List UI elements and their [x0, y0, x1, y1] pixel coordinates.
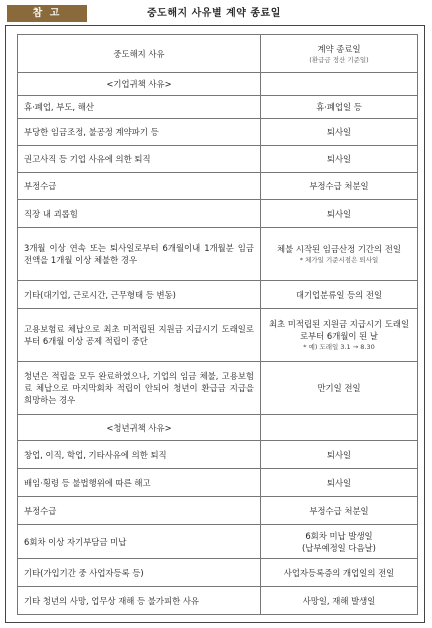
section-title-company: <기업귀책 사유>	[18, 73, 261, 96]
reason-cell: 3개월 이상 연속 또는 퇴사일로부터 6개월이내 1개월분 임금 전액을 1개월 이상 체불한 경우	[18, 228, 261, 281]
reason-cell: 기타(가입기간 중 사업자등록 등)	[18, 559, 261, 587]
end-date-note: * 체가일 기준시점은 퇴사일	[299, 255, 379, 264]
end-date-cell: 퇴사일	[261, 200, 418, 228]
table-row	[18, 441, 418, 469]
end-date-note: * 예) 도래일 3.1 → 8.30	[303, 342, 375, 351]
column-header-end-date-note: (환급금 정산 기준일)	[309, 55, 369, 64]
table-row	[18, 146, 418, 173]
end-date-cell: 퇴사일	[261, 119, 418, 146]
end-date-cell	[261, 525, 418, 559]
reason-cell: 배임·횡령 등 불법행위에 따른 해고	[18, 469, 261, 497]
column-header-reason: 중도해지 사유	[18, 35, 261, 73]
reason-cell: 6회차 이상 자기부담금 미납	[18, 525, 261, 559]
end-date-cell	[261, 309, 418, 362]
reason-cell: 휴·폐업, 부도, 해산	[18, 96, 261, 119]
table-row	[18, 309, 418, 362]
section-empty-cell	[261, 415, 418, 441]
end-date-text: 6회차 미납 발생일	[305, 530, 373, 541]
reason-cell: 권고사직 등 기업 사유에 의한 퇴직	[18, 146, 261, 173]
end-date-cell: 퇴사일	[261, 469, 418, 497]
reason-cell: 고용보험료 체납으로 최초 미적립된 지원금 지급시기 도래일로부터 6개월 이상 공제 적립이 중단	[18, 309, 261, 362]
table-row	[18, 281, 418, 309]
end-date-cell: 사망일, 재해 발생일	[261, 587, 418, 615]
table-row	[18, 559, 418, 587]
end-date-cell	[261, 228, 418, 281]
section-title-youth: <청년귀책 사유>	[18, 415, 261, 441]
end-date-cell: 부정수급 처분일	[261, 497, 418, 525]
end-date-cell: 사업자등록증의 개업일의 전일	[261, 559, 418, 587]
end-date-text-line2: (납부예정일 다음날)	[302, 542, 376, 553]
document-header	[7, 5, 425, 23]
table-row	[18, 587, 418, 615]
reason-cell: 기타 청년의 사망, 업무상 재해 등 불가피한 사유	[18, 587, 261, 615]
table-row	[18, 173, 418, 200]
table-row	[18, 119, 418, 146]
end-date-cell: 대기업분류일 등의 전일	[261, 281, 418, 309]
end-date-cell: 퇴사일	[261, 441, 418, 469]
termination-table	[17, 34, 418, 615]
reason-cell: 기타(대기업, 근로시간, 근무형태 등 변동)	[18, 281, 261, 309]
table-row	[18, 96, 418, 119]
reason-cell: 부당한 임금조정, 불공정 계약파기 등	[18, 119, 261, 146]
reason-cell: 창업, 이직, 학업, 기타사유에 의한 퇴직	[18, 441, 261, 469]
table-row	[18, 497, 418, 525]
end-date-text: 체불 시작된 임금산정 기간의 전일	[277, 243, 401, 254]
end-date-cell: 휴·폐업일 등	[261, 96, 418, 119]
section-empty-cell	[261, 73, 418, 96]
document-title: 중도해지 사유별 계약 종료일	[147, 8, 281, 19]
end-date-cell: 만기일 전일	[261, 362, 418, 415]
end-date-text: 최초 미적립된 지원금 지급시기 도래일로부터 6개월이 된 날	[268, 318, 410, 341]
table-row	[18, 469, 418, 497]
column-header-end-date-label: 계약 종료일	[317, 43, 361, 54]
reason-cell: 청년은 적립을 모두 완료하였으나, 기업의 임금 체불, 고용보험료 체납으로 마지막회차 적립이 안되어 청년이 환급금 지급을 희망하는 경우	[18, 362, 261, 415]
table-row	[18, 525, 418, 559]
end-date-cell: 퇴사일	[261, 146, 418, 173]
table-header-row	[18, 35, 418, 73]
reason-cell: 부정수급	[18, 497, 261, 525]
section-row	[18, 73, 418, 96]
table-row	[18, 228, 418, 281]
table-row	[18, 362, 418, 415]
reason-cell: 직장 내 괴롭힘	[18, 200, 261, 228]
section-row	[18, 415, 418, 441]
table-row	[18, 200, 418, 228]
end-date-cell: 부정수급 처분일	[261, 173, 418, 200]
reason-cell: 부정수급	[18, 173, 261, 200]
reference-tag: 참 고	[7, 5, 87, 22]
column-header-end-date	[261, 35, 418, 73]
